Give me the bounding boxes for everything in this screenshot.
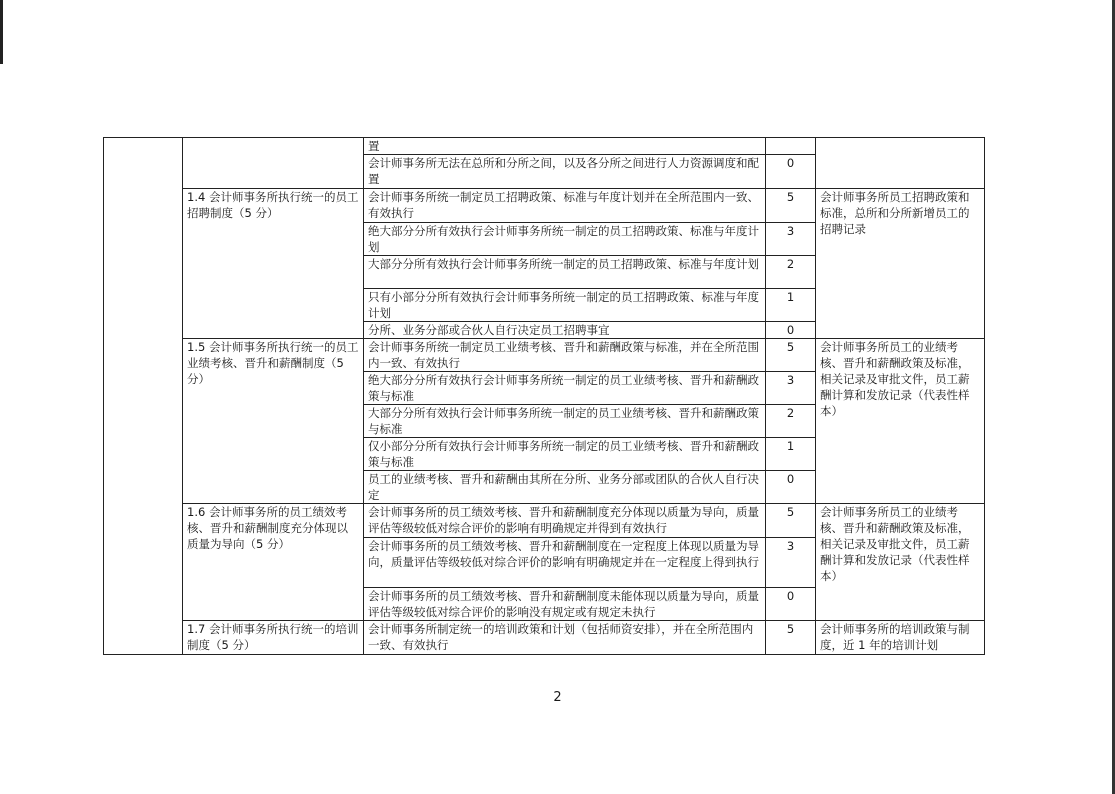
table-row <box>104 504 985 538</box>
standard-desc: 只有小部分分所有效执行会计师事务所统一制定的员工招聘政策、标准与年度计划 <box>364 289 766 322</box>
score-cell: 0 <box>766 471 816 504</box>
score-cell <box>766 138 816 155</box>
score-cell: 0 <box>766 322 816 339</box>
criterion-cell <box>183 138 364 189</box>
page-number: 2 <box>553 690 562 705</box>
standard-desc: 会计师事务所的员工绩效考核、晋升和薪酬制度在一定程度上体现以质量为导向，质量评估等级较低对综合评价的影响有明确规定并在一定程度上得到执行 <box>364 538 766 588</box>
score-cell: 2 <box>766 405 816 438</box>
score-cell: 0 <box>766 155 816 189</box>
score-cell: 2 <box>766 256 816 289</box>
standard-desc: 会计师事务所的员工绩效考核、晋升和薪酬制度未能体现以质量为导向，质量评估等级较低对综合评价的影响没有规定或有规定未执行 <box>364 588 766 621</box>
criterion-title: 1.5 会计师事务所执行统一的员工业绩考核、晋升和薪酬制度（5 分） <box>183 339 364 504</box>
standard-desc: 大部分分所有效执行会计师事务所统一制定的员工招聘政策、标准与年度计划 <box>364 256 766 289</box>
score-cell: 1 <box>766 438 816 471</box>
table-row <box>104 189 985 223</box>
standard-desc: 分所、业务分部或合伙人自行决定员工招聘事宜 <box>364 322 766 339</box>
criterion-title: 1.7 会计师事务所执行统一的培训制度（5 分） <box>183 621 364 655</box>
standard-desc: 大部分分所有效执行会计师事务所统一制定的员工业绩考核、晋升和薪酬政策与标准 <box>364 405 766 438</box>
evidence-text: 会计师事务所员工招聘政策和标准，总所和分所新增员工的招聘记录 <box>816 189 985 339</box>
criterion-title: 1.6 会计师事务所的员工绩效考核、晋升和薪酬制度充分体现以质量为导向（5 分） <box>183 504 364 621</box>
criterion-title: 1.4 会计师事务所执行统一的员工招聘制度（5 分） <box>183 189 364 339</box>
score-cell: 3 <box>766 538 816 588</box>
score-cell: 3 <box>766 372 816 405</box>
category-cell <box>104 138 183 655</box>
standard-desc: 会计师事务所统一制定员工招聘政策、标准与年度计划并在全所范围内一致、有效执行 <box>364 189 766 223</box>
table-row <box>104 138 985 155</box>
score-cell: 5 <box>766 339 816 372</box>
score-cell: 5 <box>766 504 816 538</box>
standard-desc: 员工的业绩考核、晋升和薪酬由其所在分所、业务分部或团队的合伙人自行决定 <box>364 471 766 504</box>
scoring-table <box>103 137 985 655</box>
standard-desc: 会计师事务所制定统一的培训政策和计划（包括师资安排），并在全所范围内一致、有效执行 <box>364 621 766 655</box>
evidence-text: 会计师事务所的培训政策与制度，近 1 年的培训计划 <box>816 621 985 655</box>
standard-desc: 绝大部分分所有效执行会计师事务所统一制定的员工业绩考核、晋升和薪酬政策与标准 <box>364 372 766 405</box>
score-cell: 0 <box>766 588 816 621</box>
score-cell: 5 <box>766 189 816 223</box>
table-row <box>104 621 985 655</box>
standard-desc: 仅小部分分所有效执行会计师事务所统一制定的员工业绩考核、晋升和薪酬政策与标准 <box>364 438 766 471</box>
score-cell: 1 <box>766 289 816 322</box>
scan-edge-left <box>0 0 3 64</box>
standard-desc: 会计师事务所无法在总所和分所之间，以及各分所之间进行人力资源调度和配置 <box>364 155 766 189</box>
table-row <box>104 339 985 372</box>
evidence-text: 会计师事务所员工的业绩考核、晋升和薪酬政策及标准，相关记录及审批文件，员工薪酬计算和发放记录（代表性样本） <box>816 504 985 621</box>
evidence-text: 会计师事务所员工的业绩考核、晋升和薪酬政策及标准，相关记录及审批文件，员工薪酬计算和发放记录（代表性样本） <box>816 339 985 504</box>
standard-desc: 置 <box>364 138 766 155</box>
score-cell: 5 <box>766 621 816 655</box>
standard-desc: 绝大部分分所有效执行会计师事务所统一制定的员工招聘政策、标准与年度计划 <box>364 223 766 256</box>
standard-desc: 会计师事务所的员工绩效考核、晋升和薪酬制度充分体现以质量为导向，质量评估等级较低对综合评价的影响有明确规定并得到有效执行 <box>364 504 766 538</box>
standard-desc: 会计师事务所统一制定员工业绩考核、晋升和薪酬政策与标准，并在全所范围内一致、有效执行 <box>364 339 766 372</box>
score-cell: 3 <box>766 223 816 256</box>
evidence-cell <box>816 138 985 189</box>
